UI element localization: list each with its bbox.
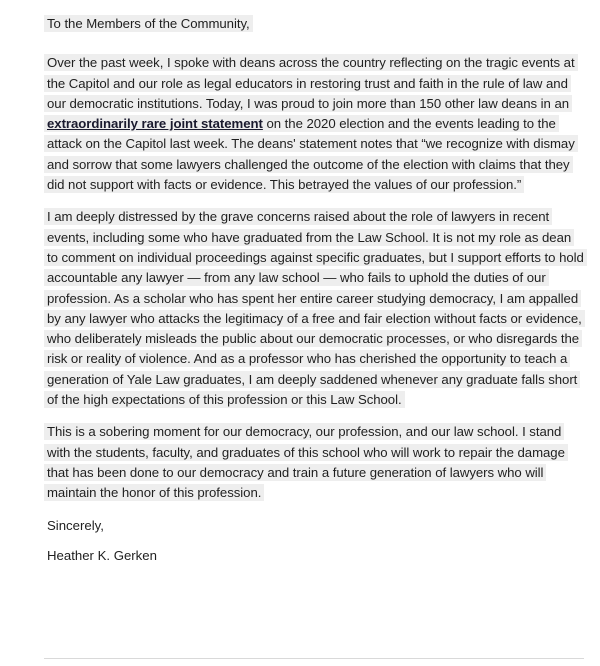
paragraph-2 [44, 207, 584, 410]
paragraph-2-text: I am deeply distressed by the grave concerns raised about the role of lawyers in recent events, including some who have graduated from the Law School. It is not my role as dean to comment on individual proceedings against specific graduates, but I support efforts to hold accountable any lawyer — from any law school — who fails to uphold the duties of our profession. As a scholar who has spent her entire career studying democracy, I am appalled by any lawyer who attacks the legitimacy of a free and fair election without facts or evidence, who deliberately misleads the public about our democratic processes, or who disregards the risk or reality of violence. And as a professor who has cherished the opportunity to teach a generation of Yale Law graduates, I am deeply saddened whenever any graduate falls short of the high expectations of this profession or this Law School. [44, 208, 587, 408]
greeting-text: To the Members of the Community, [44, 15, 253, 32]
letter-greeting [44, 14, 584, 34]
letter-body [44, 14, 584, 576]
paragraph-1-after-link: on the 2020 election and the events leading to the attack on the Capitol last week. The deans' statement notes that “we recognize with dismay and sorrow that some lawyers challenged the outcome of the election with claims that they did not support with facts or evidence. This betrayed the values of our profession.” [47, 116, 575, 193]
paragraph-1-text [44, 54, 578, 193]
letter-signature: Heather K. Gerken [47, 547, 157, 563]
paragraph-3 [44, 422, 584, 503]
paragraph-1 [44, 53, 584, 195]
paragraph-3-text: This is a sobering moment for our democracy, our profession, and our law school. I stand with the students, faculty, and graduates of this school who will work to repair the damage that has been done to our democracy and train a future generation of lawyers who will maintain the honor of this profession. [44, 423, 568, 501]
bottom-divider [44, 658, 584, 659]
paragraph-1-before-link: Over the past week, I spoke with deans across the country reflecting on the tragic events at the Capitol and our role as legal educators in restoring trust and faith in the rule of law and our democratic institutions. Today, I was proud to join more than 150 other law deans in an [47, 55, 575, 111]
joint-statement-link[interactable]: extraordinarily rare joint statement [47, 116, 263, 132]
letter-closing: Sincerely, [47, 517, 104, 533]
